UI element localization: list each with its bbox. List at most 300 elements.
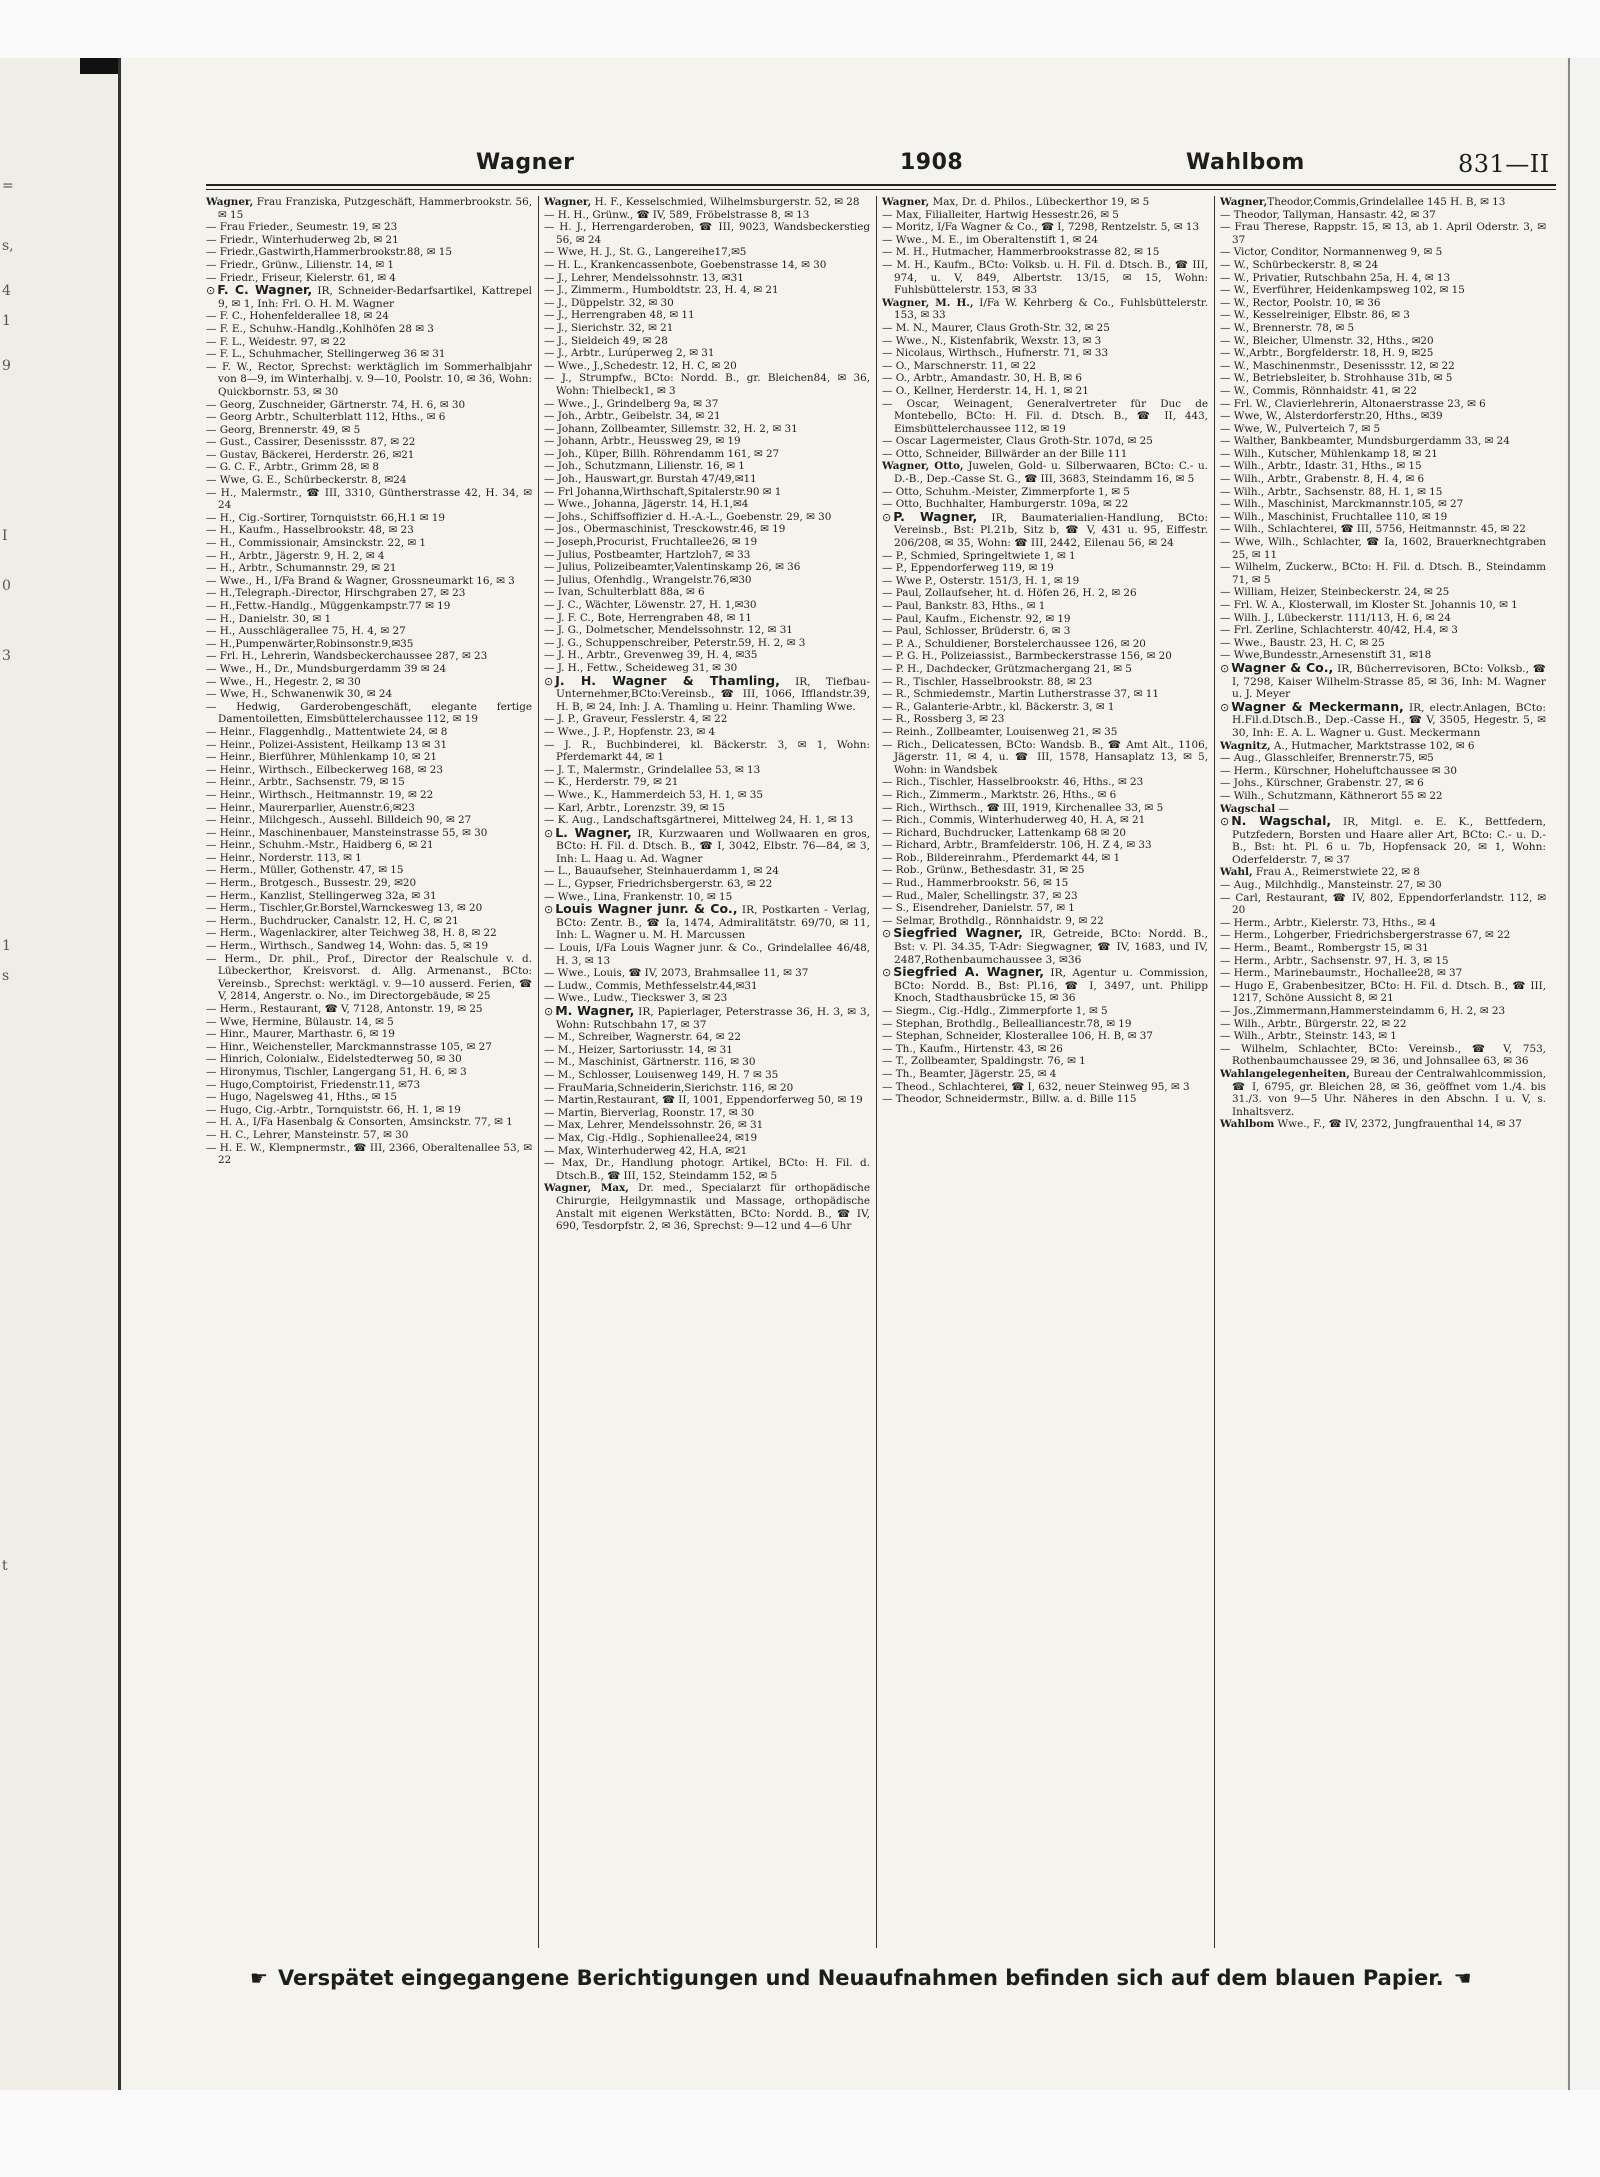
- entry-text: — Frl. Zerline, Schlachterstr. 40/42, H.4, ✉ 3: [1220, 624, 1458, 637]
- entry-text: — Wwe, G. E., Schürbeckerstr. 8, ✉24: [206, 474, 407, 487]
- margin-mark: =: [2, 178, 14, 194]
- directory-entry: [544, 1056, 870, 1069]
- directory-entry: [206, 474, 532, 487]
- entry-text: — Paul, Kaufm., Eichenstr. 92, ✉ 19: [882, 612, 1071, 625]
- directory-entry: [206, 1142, 532, 1167]
- directory-entry: [882, 852, 1208, 865]
- entry-text: — Herm., Marinebaumstr., Hochallee28, ✉ 37: [1220, 967, 1463, 980]
- directory-entry: [206, 449, 532, 462]
- entry-text: — Frau Frieder., Seumestr. 19, ✉ 23: [206, 221, 398, 234]
- directory-entry: [1220, 659, 1546, 701]
- entry-text: — Heinr., Maurerparlier, Auenstr.6,✉23: [206, 801, 415, 814]
- entry-text: — Wilh., Arbtr., Idastr. 31, Hths., ✉ 15: [1220, 460, 1422, 473]
- entry-text: — Wwe, Wilh., Schlachter, ☎ Ia, 1602, Brauerknechtgraben 25, ✉ 11: [1220, 536, 1546, 561]
- entry-text: — Heinr., Milchgesch., Aussehl. Billdeich 90, ✉ 27: [206, 814, 472, 827]
- directory-entry: [544, 209, 870, 222]
- entry-text: — Otto, Schneider, Billwärder an der Bille 111: [882, 447, 1128, 460]
- directory-entry: [1220, 435, 1546, 448]
- entry-text: — Frl Johanna,Wirthschaft,Spitalerstr.90 ✉ 1: [544, 485, 782, 498]
- directory-entry: [1220, 410, 1546, 423]
- entry-text: — Wwe., J., Grindelberg 9a, ✉ 37: [544, 397, 719, 410]
- entry-text: — F. E., Schuhw.-Handlg.,Kohlhöfen 28 ✉ 3: [206, 322, 434, 335]
- directory-entry: [1220, 752, 1546, 765]
- entry-text: — Max, Winterhuderweg 42, H.A, ✉21: [544, 1144, 748, 1157]
- entry-text: — Wwe., Baustr. 23, H. C, ✉ 25: [1220, 636, 1385, 649]
- entry-text: — H., Danielstr. 30, ✉ 1: [206, 612, 332, 625]
- entry-text: — W., Kesselreiniger, Elbstr. 86, ✉ 3: [1220, 309, 1410, 322]
- entry-text: — S., Eisendreher, Danielstr. 57, ✉ 1: [882, 902, 1075, 915]
- directory-entry: [882, 372, 1208, 385]
- directory-entry: [206, 751, 532, 764]
- column-divider: [1214, 196, 1215, 1948]
- header-page-number: 831—II: [1458, 150, 1550, 178]
- entry-text: IR, Kurzwaaren und Wollwaaren en gros, BCto: H. Fil. d. Dtsch. B., ☎ I, 3042, Elbstr. 76—84, ✉ 3, Inh: L. Haag u. Ad. Wagner: [556, 827, 870, 865]
- directory-entry: [1220, 473, 1546, 486]
- directory-entry: [206, 638, 532, 651]
- entry-name: M. Wagner,: [555, 1003, 635, 1018]
- directory-entry: [206, 246, 532, 259]
- directory-entry: [1220, 599, 1546, 612]
- directory-entry: [544, 574, 870, 587]
- entry-text: — Jos., Obermaschinist, Tresckowstr.46, ✉ 19: [544, 523, 786, 536]
- firm-marker-icon: ⊙: [1220, 661, 1230, 675]
- directory-entry: [544, 435, 870, 448]
- entry-name: Wagner, M. H.,: [882, 296, 974, 309]
- directory-entry: [882, 663, 1208, 676]
- firm-marker-icon: ⊙: [882, 966, 892, 980]
- directory-entry: [1220, 790, 1546, 803]
- directory-entry: [206, 940, 532, 953]
- directory-entry: [206, 361, 532, 399]
- directory-entry: [206, 890, 532, 903]
- directory-entry: [882, 600, 1208, 613]
- directory-entry: [206, 776, 532, 789]
- entry-text: — Otto, Buchhalter, Hamburgerstr. 109a, ✉ 22: [882, 498, 1129, 511]
- margin-mark: I: [2, 528, 8, 544]
- entry-text: — Oscar, Weinagent, Generalvertreter für Duc de Montebello, BCto: H. Fil. d. Dtsch. B., ☎ II, 443, Eimsbüttelerchaussee 112, ✉ 19: [882, 397, 1208, 435]
- directory-entry: [882, 486, 1208, 499]
- entry-text: A., Hutmacher, Marktstrasse 102, ✉ 6: [1270, 739, 1475, 752]
- directory-entry: [1220, 347, 1546, 360]
- directory-entry: [206, 915, 532, 928]
- entry-text: H. F., Kesselschmied, Wilhelmsburgerstr. 52, ✉ 28: [591, 196, 860, 208]
- entry-text: — Wilh., Arbtr., Steinstr. 143, ✉ 1: [1220, 1030, 1397, 1043]
- entry-text: — Wilhelm, Zuckerw., BCto: H. Fil. d. Dtsch. B., Steindamm 71, ✉ 5: [1220, 561, 1546, 586]
- directory-entry: [882, 1043, 1208, 1056]
- entry-text: — Herm., Beamt., Rombergstr 15, ✉ 31: [1220, 942, 1429, 955]
- entry-text: — F. L., Schuhmacher, Stellingerweg 36 ✉ 31: [206, 348, 446, 361]
- directory-entry: [544, 473, 870, 486]
- directory-entry: [544, 980, 870, 993]
- directory-entry: [544, 549, 870, 562]
- entry-text: — Max, Dr., Handlung photogr. Artikel, BCto: H. Fil. d. Dtsch.B., ☎ III, 152, Steindamm 152, ✉ 5: [544, 1157, 870, 1182]
- entry-name: Wahlbom: [1220, 1118, 1275, 1131]
- pointing-hand-left-icon: ☚: [1453, 1966, 1472, 1990]
- entry-text: — Wwe., J.,Schedestr. 12, H. C, ✉ 20: [544, 359, 737, 372]
- directory-entry: [882, 739, 1208, 777]
- header-first-name: Wagner: [476, 150, 575, 175]
- directory-entry: [1220, 372, 1546, 385]
- directory-entry: [206, 600, 532, 613]
- scan-top-edge: [0, 0, 1600, 58]
- entry-text: — P. A., Schuldiener, Borstelerchaussee 126, ✉ 20: [882, 637, 1146, 650]
- directory-columns: [206, 196, 1556, 1948]
- entry-text: — Theodor, Tallyman, Hansastr. 42, ✉ 37: [1220, 208, 1436, 221]
- directory-entry: [882, 1030, 1208, 1043]
- entry-text: — Martin, Bierverlag, Roonstr. 17, ✉ 30: [544, 1106, 755, 1119]
- entry-text: — L., Bauaufseher, Steinhauerdamm 1, ✉ 24: [544, 865, 779, 878]
- entry-text: — J., Sierichstr. 32, ✉ 21: [544, 321, 674, 334]
- entry-text: — F. L., Weidestr. 97, ✉ 22: [206, 335, 346, 348]
- directory-entry: [544, 1157, 870, 1182]
- directory-entry: [882, 246, 1208, 259]
- directory-entry: [206, 902, 532, 915]
- directory-entry: [544, 903, 870, 942]
- header-last-name: Wahlbom: [1186, 150, 1305, 175]
- directory-entry: [544, 1005, 870, 1031]
- directory-entry: [882, 1018, 1208, 1031]
- directory-entry: [206, 1016, 532, 1029]
- entry-text: — Julius, Postbeamter, Hartzloh7, ✉ 33: [544, 548, 751, 561]
- directory-entry: [206, 726, 532, 739]
- entry-text: — Herm., Tischler,Gr.Borstel,Warnckesweg 13, ✉ 20: [206, 902, 483, 915]
- directory-entry: [544, 649, 870, 662]
- entry-text: — Theod., Schlachterei, ☎ I, 632, neuer Steinweg 95, ✉ 3: [882, 1080, 1190, 1093]
- entry-text: Max, Dr. d. Philos., Lübeckerthor 19, ✉ 5: [929, 196, 1150, 208]
- entry-text: — J., Sieldeich 49, ✉ 28: [544, 334, 668, 347]
- directory-entry: [544, 486, 870, 499]
- directory-entry: [882, 322, 1208, 335]
- entry-text: — Wilh., Kutscher, Mühlenkamp 18, ✉ 21: [1220, 447, 1438, 460]
- directory-entry: [1220, 297, 1546, 310]
- entry-text: — Richard, Arbtr., Bramfelderstr. 106, H. Z 4, ✉ 33: [882, 839, 1152, 852]
- directory-entry: [1220, 866, 1546, 879]
- directory-entry: [544, 713, 870, 726]
- directory-entry: [1220, 523, 1546, 536]
- directory-entry: [544, 612, 870, 625]
- directory-entry: [1220, 1018, 1546, 1031]
- firm-marker-icon: ⊙: [206, 284, 216, 298]
- directory-entry: [882, 625, 1208, 638]
- entry-text: — W., Maschinenmstr., Desenissstr. 12, ✉ 22: [1220, 359, 1455, 372]
- entry-text: — L., Gypser, Friedrichsbergerstr. 63, ✉ 22: [544, 878, 773, 891]
- entry-text: — Hinr., Weichensteller, Marckmannstrasse 105, ✉ 27: [206, 1040, 492, 1053]
- entry-name: Wagnitz,: [1220, 739, 1271, 752]
- entry-text: — Wwe., Lina, Frankenstr. 10, ✉ 15: [544, 890, 733, 903]
- entry-text: — Joseph,Procurist, Fruchtallee26, ✉ 19: [544, 536, 758, 549]
- directory-entry: [206, 512, 532, 525]
- directory-entry: [544, 672, 870, 714]
- margin-mark: 1: [2, 938, 11, 954]
- directory-entry: [882, 676, 1208, 689]
- directory-entry: [1220, 637, 1546, 650]
- entry-text: — Wwe P., Osterstr. 151/3, H. 1, ✉ 19: [882, 574, 1080, 587]
- entry-name: Wagschal: [1220, 802, 1276, 815]
- entry-text: — Herm., Buchdrucker, Canalstr. 12, H. C, ✉ 21: [206, 914, 459, 927]
- directory-entry: [544, 599, 870, 612]
- directory-entry: [1220, 892, 1546, 917]
- directory-entry: [544, 347, 870, 360]
- entry-text: — Heinr., Arbtr., Sachsenstr. 79, ✉ 15: [206, 776, 405, 789]
- directory-entry: [206, 1129, 532, 1142]
- entry-text: — Herm., Restaurant, ☎ V, 7128, Antonstr. 19, ✉ 25: [206, 1003, 483, 1015]
- directory-entry: [544, 824, 870, 866]
- entry-text: — Frl. W. A., Klosterwall, im Kloster St. Johannis 10, ✉ 1: [1220, 599, 1518, 611]
- entry-text: — Otto, Schuhm.-Meister, Zimmerpforte 1, ✉ 5: [882, 485, 1130, 498]
- directory-entry: [544, 1145, 870, 1158]
- directory-entry: [882, 688, 1208, 701]
- entry-text: IR, Agentur u. Commission, BCto: Nordd. B., Bst: Pl.16, ☎ I, 3497, unt. Philipp Knoch, Stadthausbrücke 15, ✉ 36: [894, 967, 1208, 1005]
- directory-entry: [206, 1091, 532, 1104]
- directory-entry: [882, 385, 1208, 398]
- directory-entry: [1220, 209, 1546, 222]
- entry-text: — Heinr., Norderstr. 113, ✉ 1: [206, 851, 362, 864]
- entry-text: IR, Getreide, BCto: Nordd. B., Bst: v. Pl. 34.35, T-Adr: Siegwagner, ☎ IV, 1683, und IV, 2487,Rothenbaumchaussee 3, ✉36: [894, 928, 1208, 966]
- entry-name: Siegfried Wagner,: [893, 925, 1023, 941]
- directory-entry: [544, 221, 870, 246]
- directory-entry: [544, 259, 870, 272]
- entry-text: — Gust., Cassirer, Desenissstr. 87, ✉ 22: [206, 436, 416, 449]
- entry-text: — M. H., Hutmacher, Hammerbrookstrasse 82, ✉ 15: [882, 246, 1160, 259]
- directory-entry: [544, 309, 870, 322]
- directory-entry: [882, 587, 1208, 600]
- directory-entry: [1220, 980, 1546, 1005]
- entry-text: — W., Rector, Poolstr. 10, ✉ 36: [1220, 296, 1381, 309]
- directory-entry: [882, 1005, 1208, 1018]
- firm-marker-icon: ⊙: [1220, 815, 1230, 829]
- directory-entry: [1220, 967, 1546, 980]
- entry-text: — Wilh., Arbtr., Grabenstr. 8, H. 4, ✉ 6: [1220, 473, 1425, 486]
- entry-text: — Johs., Kürschner, Grabenstr. 27, ✉ 6: [1220, 777, 1424, 790]
- entry-text: — Frl. H., Lehrerin, Wandsbeckerchaussee 287, ✉ 23: [206, 650, 488, 663]
- directory-entry: [882, 877, 1208, 890]
- directory-entry: [1220, 777, 1546, 790]
- entry-text: — Siegm., Cig.-Hdlg., Zimmerpforte 1, ✉ 5: [882, 1005, 1108, 1017]
- entry-text: — Friedr., Winterhuderweg 2b, ✉ 21: [206, 233, 399, 246]
- entry-text: — Moritz, I/Fa Wagner & Co., ☎ I, 7298, Rentzelstr. 5, ✉ 13: [882, 221, 1200, 234]
- directory-entry: [544, 1119, 870, 1132]
- entry-text: — Wilh., Maschinist, Marckmannstr.105, ✉ 27: [1220, 498, 1464, 511]
- entry-text: — Georg, Zuschneider, Gärtnerstr. 74, H. 6, ✉ 30: [206, 398, 466, 411]
- directory-entry: [206, 575, 532, 588]
- pointing-hand-right-icon: ☛: [250, 1966, 268, 1990]
- directory-entry: [206, 348, 532, 361]
- directory-entry: [206, 802, 532, 815]
- directory-entry: [544, 764, 870, 777]
- directory-entry: [1220, 765, 1546, 778]
- directory-entry: [1220, 322, 1546, 335]
- entry-text: Juwelen, Gold- u. Silberwaaren, BCto: C.- u. D.-B., Dep.-Casse St. G., ☎ III, 3683, Steindamm 16, ✉ 5: [894, 460, 1208, 486]
- scan-bottom-edge: [0, 2090, 1600, 2177]
- entry-text: — Wilh., Arbtr., Sachsenstr. 88, H. 1, ✉ 15: [1220, 485, 1443, 498]
- entry-name: Wagner, Max,: [544, 1182, 629, 1195]
- directory-entry: [1220, 815, 1546, 866]
- entry-text: IR, Tiefbau-Unternehmer,BCto:Vereinsb., ☎ III, 1066, Ifflandstr.39, H. B, ✉ 24, Inh: J. A. Thamling u. Heinr. Thamling Wwe.: [556, 675, 870, 713]
- entry-text: — Johann, Arbtr., Heussweg 29, ✉ 19: [544, 435, 741, 448]
- entry-name: Wahlangelegenheiten,: [1220, 1067, 1350, 1080]
- directory-entry: [882, 448, 1208, 461]
- directory-entry: [206, 701, 532, 726]
- entry-text: — Reinh., Zollbeamter, Louisenweg 21, ✉ 35: [882, 725, 1118, 738]
- entry-text: — Paul, Schlosser, Brüderstr. 6, ✉ 3: [882, 625, 1071, 638]
- entry-name: Siegfried A. Wagner,: [893, 964, 1044, 980]
- directory-entry: [1220, 221, 1546, 246]
- directory-column-4: [1220, 196, 1546, 1948]
- footer-notice: [240, 1966, 1540, 1998]
- margin-mark: 1: [2, 313, 11, 329]
- directory-entry: [1220, 929, 1546, 942]
- entry-text: — J., Zimmerm., Humboldtstr. 23, H. 4, ✉ 21: [544, 284, 779, 297]
- directory-entry: [882, 196, 1208, 209]
- entry-text: — J., Arbtr., Lurúperweg 2, ✉ 31: [544, 347, 715, 360]
- entry-text: — Rob., Bildereinrahm., Pferdemarkt 44, ✉ 1: [882, 851, 1121, 864]
- entry-text: — O., Marschnerstr. 11, ✉ 22: [882, 359, 1036, 372]
- directory-entry: [544, 284, 870, 297]
- directory-entry: [882, 776, 1208, 789]
- directory-entry: [882, 726, 1208, 739]
- entry-text: — Th., Kaufm., Hirtenstr. 43, ✉ 26: [882, 1042, 1063, 1055]
- entry-text: — T., Zollbeamter, Spaldingstr. 76, ✉ 1: [882, 1055, 1086, 1068]
- directory-entry: [544, 1082, 870, 1095]
- directory-entry: [1220, 1030, 1546, 1043]
- firm-marker-icon: ⊙: [544, 826, 554, 840]
- entry-text: — J. G., Dolmetscher, Mendelssohnstr. 12, ✉ 31: [544, 624, 793, 637]
- entry-text: — G. C. F., Arbtr., Grimm 28, ✉ 8: [206, 461, 379, 474]
- column-divider: [876, 196, 877, 1948]
- directory-entry: [544, 372, 870, 397]
- directory-entry: [206, 424, 532, 437]
- directory-entry: [1220, 586, 1546, 599]
- entry-text: — Wilhelm, Schlachter, BCto: Vereinsb., ☎ V, 753, Rothenbaumchaussee 29, ✉ 36, und Johnsallee 63, ✉ 36: [1220, 1042, 1546, 1068]
- directory-entry: [544, 297, 870, 310]
- entry-text: — J., Herrengraben 48, ✉ 11: [544, 309, 695, 322]
- entry-name: P. Wagner,: [893, 508, 978, 524]
- directory-entry: [1220, 1068, 1546, 1118]
- entry-text: I/Fa W. Kehrberg & Co., Fuhlsbüttelerstr. 153, ✉ 33: [894, 296, 1208, 322]
- entry-text: — H., Cig.-Sortirer, Tornquiststr. 66,H.1 ✉ 19: [206, 511, 445, 524]
- directory-entry: [206, 537, 532, 550]
- entry-text: — Martin,Restaurant, ☎ II, 1001, Eppendorferweg 50, ✉ 19: [544, 1094, 863, 1107]
- entry-text: IR, electr.Anlagen, BCto: H.Fil.d.Dtsch.B., Dep.-Casse H., ☎ V, 3505, Hegestr. 5, ✉ 30, Inh: E. A. L. Wagner u. Gust. Meckermann: [1232, 701, 1546, 739]
- entry-name: Wagner,: [206, 196, 254, 208]
- entry-name: Wahl,: [1220, 866, 1253, 879]
- entry-text: — J., Strumpfw., BCto: Nordd. B., gr. Bleichen84, ✉ 36, Wohn: Thielbeck1, ✉ 3: [544, 372, 870, 397]
- directory-entry: [1220, 879, 1546, 892]
- directory-entry: [206, 411, 532, 424]
- directory-entry: [544, 789, 870, 802]
- directory-entry: [206, 1104, 532, 1117]
- entry-text: — Herm., Arbtr., Sachsenstr. 97, H. 3, ✉ 15: [1220, 954, 1449, 967]
- entry-text: — Gustav, Bäckerei, Herderstr. 26, ✉21: [206, 448, 415, 461]
- directory-entry: [544, 498, 870, 511]
- directory-entry: [1220, 917, 1546, 930]
- entry-text: — Herm., Wagenlackirer, alter Teichweg 38, H. 8, ✉ 22: [206, 927, 497, 940]
- directory-entry: [206, 524, 532, 537]
- directory-entry: [544, 272, 870, 285]
- directory-entry: [544, 1044, 870, 1057]
- directory-entry: [544, 398, 870, 411]
- entry-text: — Oscar Lagermeister, Claus Groth-Str. 107d, ✉ 25: [882, 435, 1153, 448]
- entry-text: — Ludw., Commis, Methfesselstr.44,✉31: [544, 979, 758, 992]
- entry-text: Frau Franziska, Putzgeschäft, Hammerbrookstr. 56, ✉ 15: [218, 196, 532, 221]
- directory-entry: [1220, 1043, 1546, 1068]
- margin-mark: 3: [2, 648, 11, 664]
- entry-text: — H., Commissionair, Amsinckstr. 22, ✉ 1: [206, 537, 426, 550]
- entry-text: — H., Arbtr., Jägerstr. 9, H. 2, ✉ 4: [206, 549, 385, 562]
- directory-entry: [1220, 272, 1546, 285]
- entry-text: — Hugo,Comptoirist, Friedenstr.11, ✉73: [206, 1078, 421, 1091]
- entry-text: — J. G., Schuppenschreiber, Peterstr.59, H. 2, ✉ 3: [544, 636, 806, 649]
- entry-text: — H. A., I/Fa Hasenbalg & Consorten, Amsinckstr. 77, ✉ 1: [206, 1116, 513, 1129]
- entry-name: Wagner,: [882, 196, 930, 208]
- directory-entry: [882, 827, 1208, 840]
- directory-entry: [882, 398, 1208, 436]
- directory-entry: [206, 234, 532, 247]
- directory-entry: [206, 196, 532, 221]
- entry-text: — Johann, Zollbeamter, Sillemstr. 32, H. 2, ✉ 31: [544, 422, 798, 435]
- header-rule-thin: [206, 189, 1556, 190]
- entry-text: — Wwe., H., I/Fa Brand & Wagner, Grossneumarkt 16, ✉ 3: [206, 574, 515, 587]
- directory-entry: [1220, 246, 1546, 259]
- entry-text: — Karl, Arbtr., Lorenzstr. 39, ✉ 15: [544, 801, 726, 814]
- entry-text: — R., Rossberg 3, ✉ 23: [882, 713, 1005, 726]
- entry-text: — Wwe, H., Schwanenwik 30, ✉ 24: [206, 688, 393, 701]
- directory-entry: [544, 1107, 870, 1120]
- entry-text: — J., Lehrer, Mendelssohnstr. 13, ✉31: [544, 271, 744, 284]
- entry-text: — Wilh. J., Lübeckerstr. 111/113, H. 6, ✉ 24: [1220, 611, 1451, 624]
- directory-entry: [206, 864, 532, 877]
- directory-entry: [1220, 385, 1546, 398]
- entry-text: — Wilh., Schlachterei, ☎ III, 5756, Heitmannstr. 45, ✉ 22: [1220, 523, 1526, 536]
- directory-entry: [882, 927, 1208, 966]
- directory-entry: [206, 877, 532, 890]
- entry-text: — Stephan, Schneider, Klosterallee 106, H. B, ✉ 37: [882, 1030, 1153, 1043]
- directory-entry: [882, 234, 1208, 247]
- entry-text: —: [1275, 802, 1289, 815]
- entry-text: — W., Commis, Rönnhaidstr. 41, ✉ 22: [1220, 384, 1417, 397]
- entry-text: — Hinr., Maurer, Marthastr. 6, ✉ 19: [206, 1028, 395, 1041]
- directory-entry: [1220, 398, 1546, 411]
- entry-text: — J., Düppelstr. 32, ✉ 30: [544, 296, 674, 309]
- directory-entry: [206, 764, 532, 777]
- entry-text: — P. G. H., Polizeiassist., Barmbeckerstrasse 156, ✉ 20: [882, 650, 1172, 663]
- entry-text: — Joh., Arbtr., Geibelstr. 34, ✉ 21: [544, 410, 721, 423]
- entry-text: — M. H., Kaufm., BCto: Volksb. u. H. Fil. d. Dtsch. B., ☎ III, 974, u. V, 849, Albertstr. 13/15, ✉ 15, Wohn: Fuhlsbüttelerstr. 153, ✉ 33: [882, 258, 1208, 297]
- directory-entry: [206, 436, 532, 449]
- entry-text: — P., Eppendorferweg 119, ✉ 19: [882, 562, 1054, 575]
- entry-text: — Hugo E, Grabenbesitzer, BCto: H. Fil. d. Dtsch. B., ☎ III, 1217, Schöne Aussicht 8, ✉ 21: [1220, 979, 1546, 1005]
- entry-text: — Hedwig, Garderobengeschäft, elegante fertige Damentoiletten, Eimsbüttelerchaussee 112, ✉ 19: [206, 700, 532, 726]
- directory-entry: [544, 246, 870, 259]
- entry-text: — Hinrich, Colonialw., Eidelstedterweg 50, ✉ 30: [206, 1053, 462, 1066]
- entry-text: — Paul, Bankstr. 83, Hths., ✉ 1: [882, 600, 1046, 612]
- directory-entry: [206, 399, 532, 412]
- entry-name: Wagner & Meckermann,: [1231, 698, 1404, 714]
- directory-entry: [544, 967, 870, 980]
- header-rule: [206, 184, 1556, 186]
- entry-text: IR, Papierlager, Peterstrasse 36, H. 3, ✉ 3, Wohn: Rutschbahn 17, ✉ 37: [556, 1006, 870, 1031]
- directory-entry: [1220, 448, 1546, 461]
- directory-entry: [544, 586, 870, 599]
- entry-text: — Wwe, Hermine, Bülaustr. 14, ✉ 5: [206, 1015, 394, 1028]
- directory-entry: [206, 1116, 532, 1129]
- directory-entry: [544, 776, 870, 789]
- directory-entry: [882, 1055, 1208, 1068]
- entry-text: — Herm., Kürschner, Hoheluftchaussee ✉ 30: [1220, 764, 1458, 777]
- directory-entry: [206, 587, 532, 600]
- entry-text: — Nicolaus, Wirthsch., Hufnerstr. 71, ✉ 33: [882, 347, 1109, 360]
- directory-entry: [544, 1132, 870, 1145]
